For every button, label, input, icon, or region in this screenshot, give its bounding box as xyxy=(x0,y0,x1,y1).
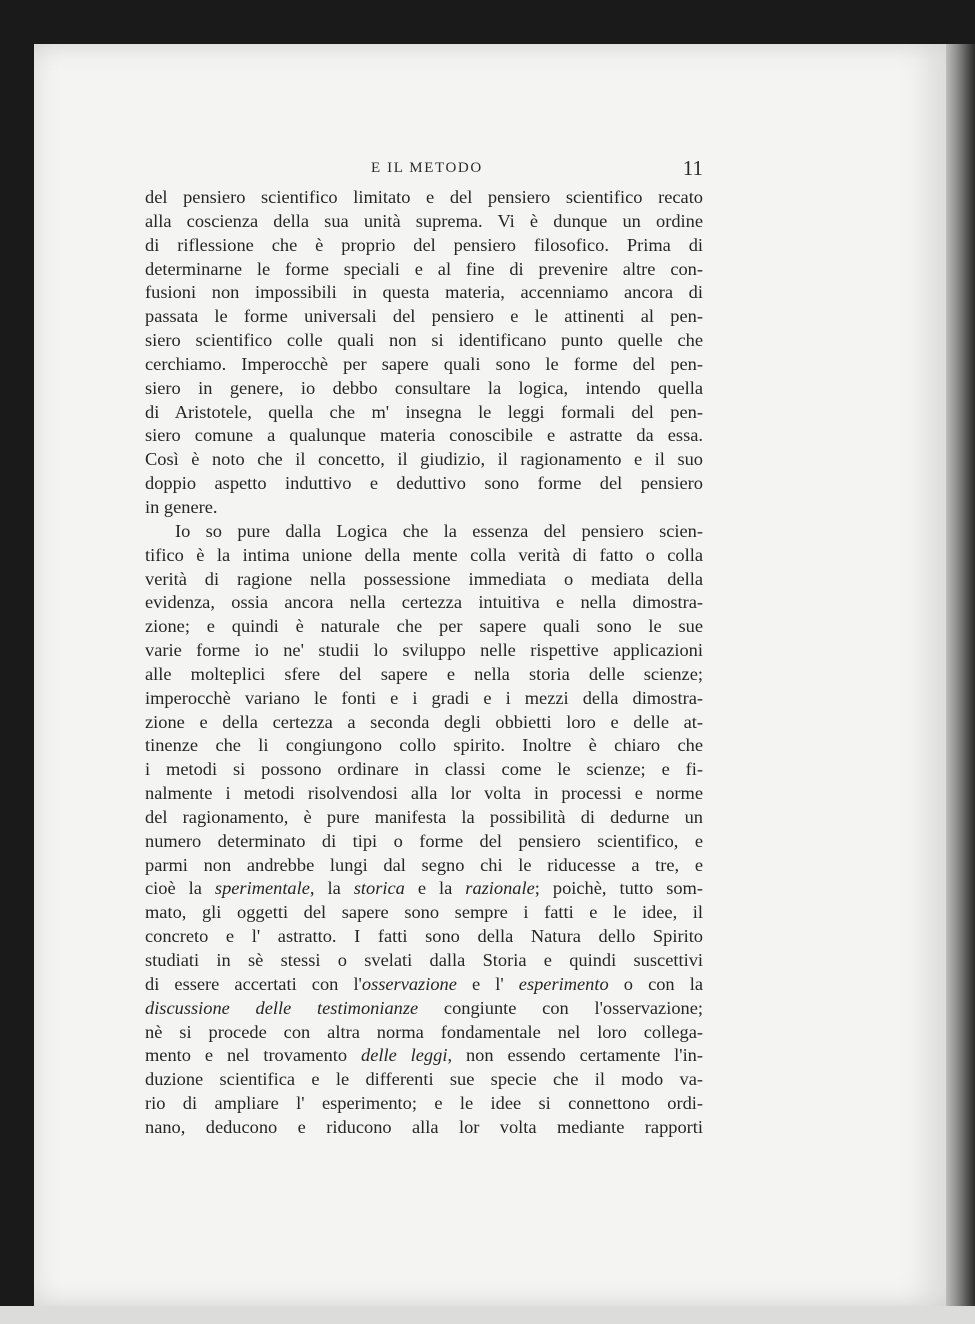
text-line: nè si procede con altra norma fondamentale nel loro collega- xyxy=(145,1021,703,1042)
text-line: del ragionamento, è pure manifesta la possibilità di dedurne un xyxy=(145,806,703,827)
text-line: di riflessione che è proprio del pensiero filosofico. Prima di xyxy=(145,234,703,255)
text-line: zione; e quindi è naturale che per sapere quali sono le sue xyxy=(145,616,703,637)
text-line: verità di ragione nella possessione immediata o mediata della xyxy=(145,568,703,589)
text-run: o con la xyxy=(608,973,703,994)
page-edge-shadow xyxy=(946,44,975,1306)
text-run: cioè la xyxy=(145,878,215,899)
text-run: e l' xyxy=(456,973,519,994)
italic-term: esperimento xyxy=(518,973,609,994)
text-line xyxy=(145,973,703,997)
body-text xyxy=(145,186,703,1140)
text-line: di Aristotele, quella che m' insegna le leggi formali del pen- xyxy=(145,401,703,422)
text-line: doppio aspetto induttivo e deduttivo sono forme del pensiero xyxy=(145,473,703,494)
text-line: cerchiamo. Imperocchè per sapere quali sono le forme del pen- xyxy=(145,353,703,374)
text-run: , non essendo certamente l'in- xyxy=(447,1045,703,1066)
text-run: congiunte con l'osservazione; xyxy=(418,997,703,1018)
text-line: alle molteplici sfere del sapere e nella storia delle scienze; xyxy=(145,663,703,684)
text-run: e la xyxy=(404,878,466,899)
italic-term: osservazione xyxy=(361,973,457,994)
text-line: siero scientifico colle quali non si identificano punto quelle che xyxy=(145,330,703,351)
text-line xyxy=(145,877,703,901)
italic-term: razionale xyxy=(465,878,535,899)
text-line: determinarne le forme speciali e al fine di prevenire altre con- xyxy=(145,258,703,279)
running-title: E IL METODO xyxy=(371,160,483,176)
text-line: zione e della certezza a seconda degli obbietti loro e delle at- xyxy=(145,711,703,732)
text-run: , la xyxy=(309,878,354,899)
text-line: Io so pure dalla Logica che la essenza del pensiero scien- xyxy=(175,520,703,541)
text-line: Così è noto che il concetto, il giudizio, il ragionamento e il suo xyxy=(145,449,703,470)
page-number: 11 xyxy=(682,156,703,180)
paragraph xyxy=(145,186,703,520)
italic-term: sperimentale xyxy=(214,878,310,899)
text-line: del pensiero scientifico limitato e del pensiero scientifico recato xyxy=(145,187,703,207)
text-line: siero comune a qualunque materia conoscibile e astratte da essa. xyxy=(145,425,703,446)
text-line: siero in genere, io debbo consultare la logica, intendo quella xyxy=(145,377,703,398)
italic-term: storica xyxy=(353,878,405,899)
paragraph xyxy=(145,520,703,1140)
text-line xyxy=(145,997,703,1021)
text-run: ; poichè, tutto som- xyxy=(534,878,703,899)
text-line: duzione scientifica e le differenti sue specie che il modo va- xyxy=(145,1069,703,1090)
text-line: tinenze che li congiungono collo spirito. Inoltre è chiaro che xyxy=(145,735,703,756)
text-line: fusioni non impossibili in questa materia, accenniamo ancora di xyxy=(145,282,703,303)
text-line: parmi non andrebbe lungi dal segno chi le riducesse a tre, e xyxy=(145,854,703,875)
page-bottom-edge xyxy=(0,1306,975,1324)
text-line: varie forme io ne' studii lo sviluppo nelle rispettive applicazioni xyxy=(145,640,703,661)
text-line: nano, deducono e riducono alla lor volta mediante rapporti xyxy=(145,1116,703,1137)
text-line: concreto e l' astratto. I fatti sono della Natura dello Spirito xyxy=(145,926,703,947)
text-line: i metodi si possono ordinare in classi come le scienze; e fi- xyxy=(145,759,703,780)
text-line xyxy=(145,1044,703,1068)
page-header xyxy=(145,158,703,182)
text-line: tifico è la intima unione della mente colla verità di fatto o colla xyxy=(145,544,703,565)
text-run: di essere accertati con l' xyxy=(145,973,362,994)
text-line: nalmente i metodi risolvendosi alla lor volta in processi e norme xyxy=(145,783,703,804)
text-line: imperocchè variano le fonti e i gradi e i mezzi della dimostra- xyxy=(145,687,703,708)
text-line: evidenza, ossia ancora nella certezza intuitiva e nella dimostra- xyxy=(145,592,703,613)
text-line: studiati in sè stessi o svelati dalla Storia e quindi suscettivi xyxy=(145,950,703,970)
text-line: passata le forme universali del pensiero e le attinenti al pen- xyxy=(145,306,703,327)
text-line: in genere. xyxy=(145,496,218,517)
text-line: mato, gli oggetti del sapere sono sempre i fatti e le idee, il xyxy=(145,902,703,923)
italic-term: delle leggi xyxy=(361,1045,448,1066)
text-line: alla coscienza della sua unità suprema. Vi è dunque un ordine xyxy=(145,210,703,231)
italic-term: discussione delle testimonianze xyxy=(145,997,419,1018)
text-run: mento e nel trovamento xyxy=(145,1045,361,1066)
text-line: rio di ampliare l' esperimento; e le idee si connettono ordi- xyxy=(145,1093,703,1114)
text-line: numero determinato di tipi o forme del pensiero scientifico, e xyxy=(145,830,703,851)
